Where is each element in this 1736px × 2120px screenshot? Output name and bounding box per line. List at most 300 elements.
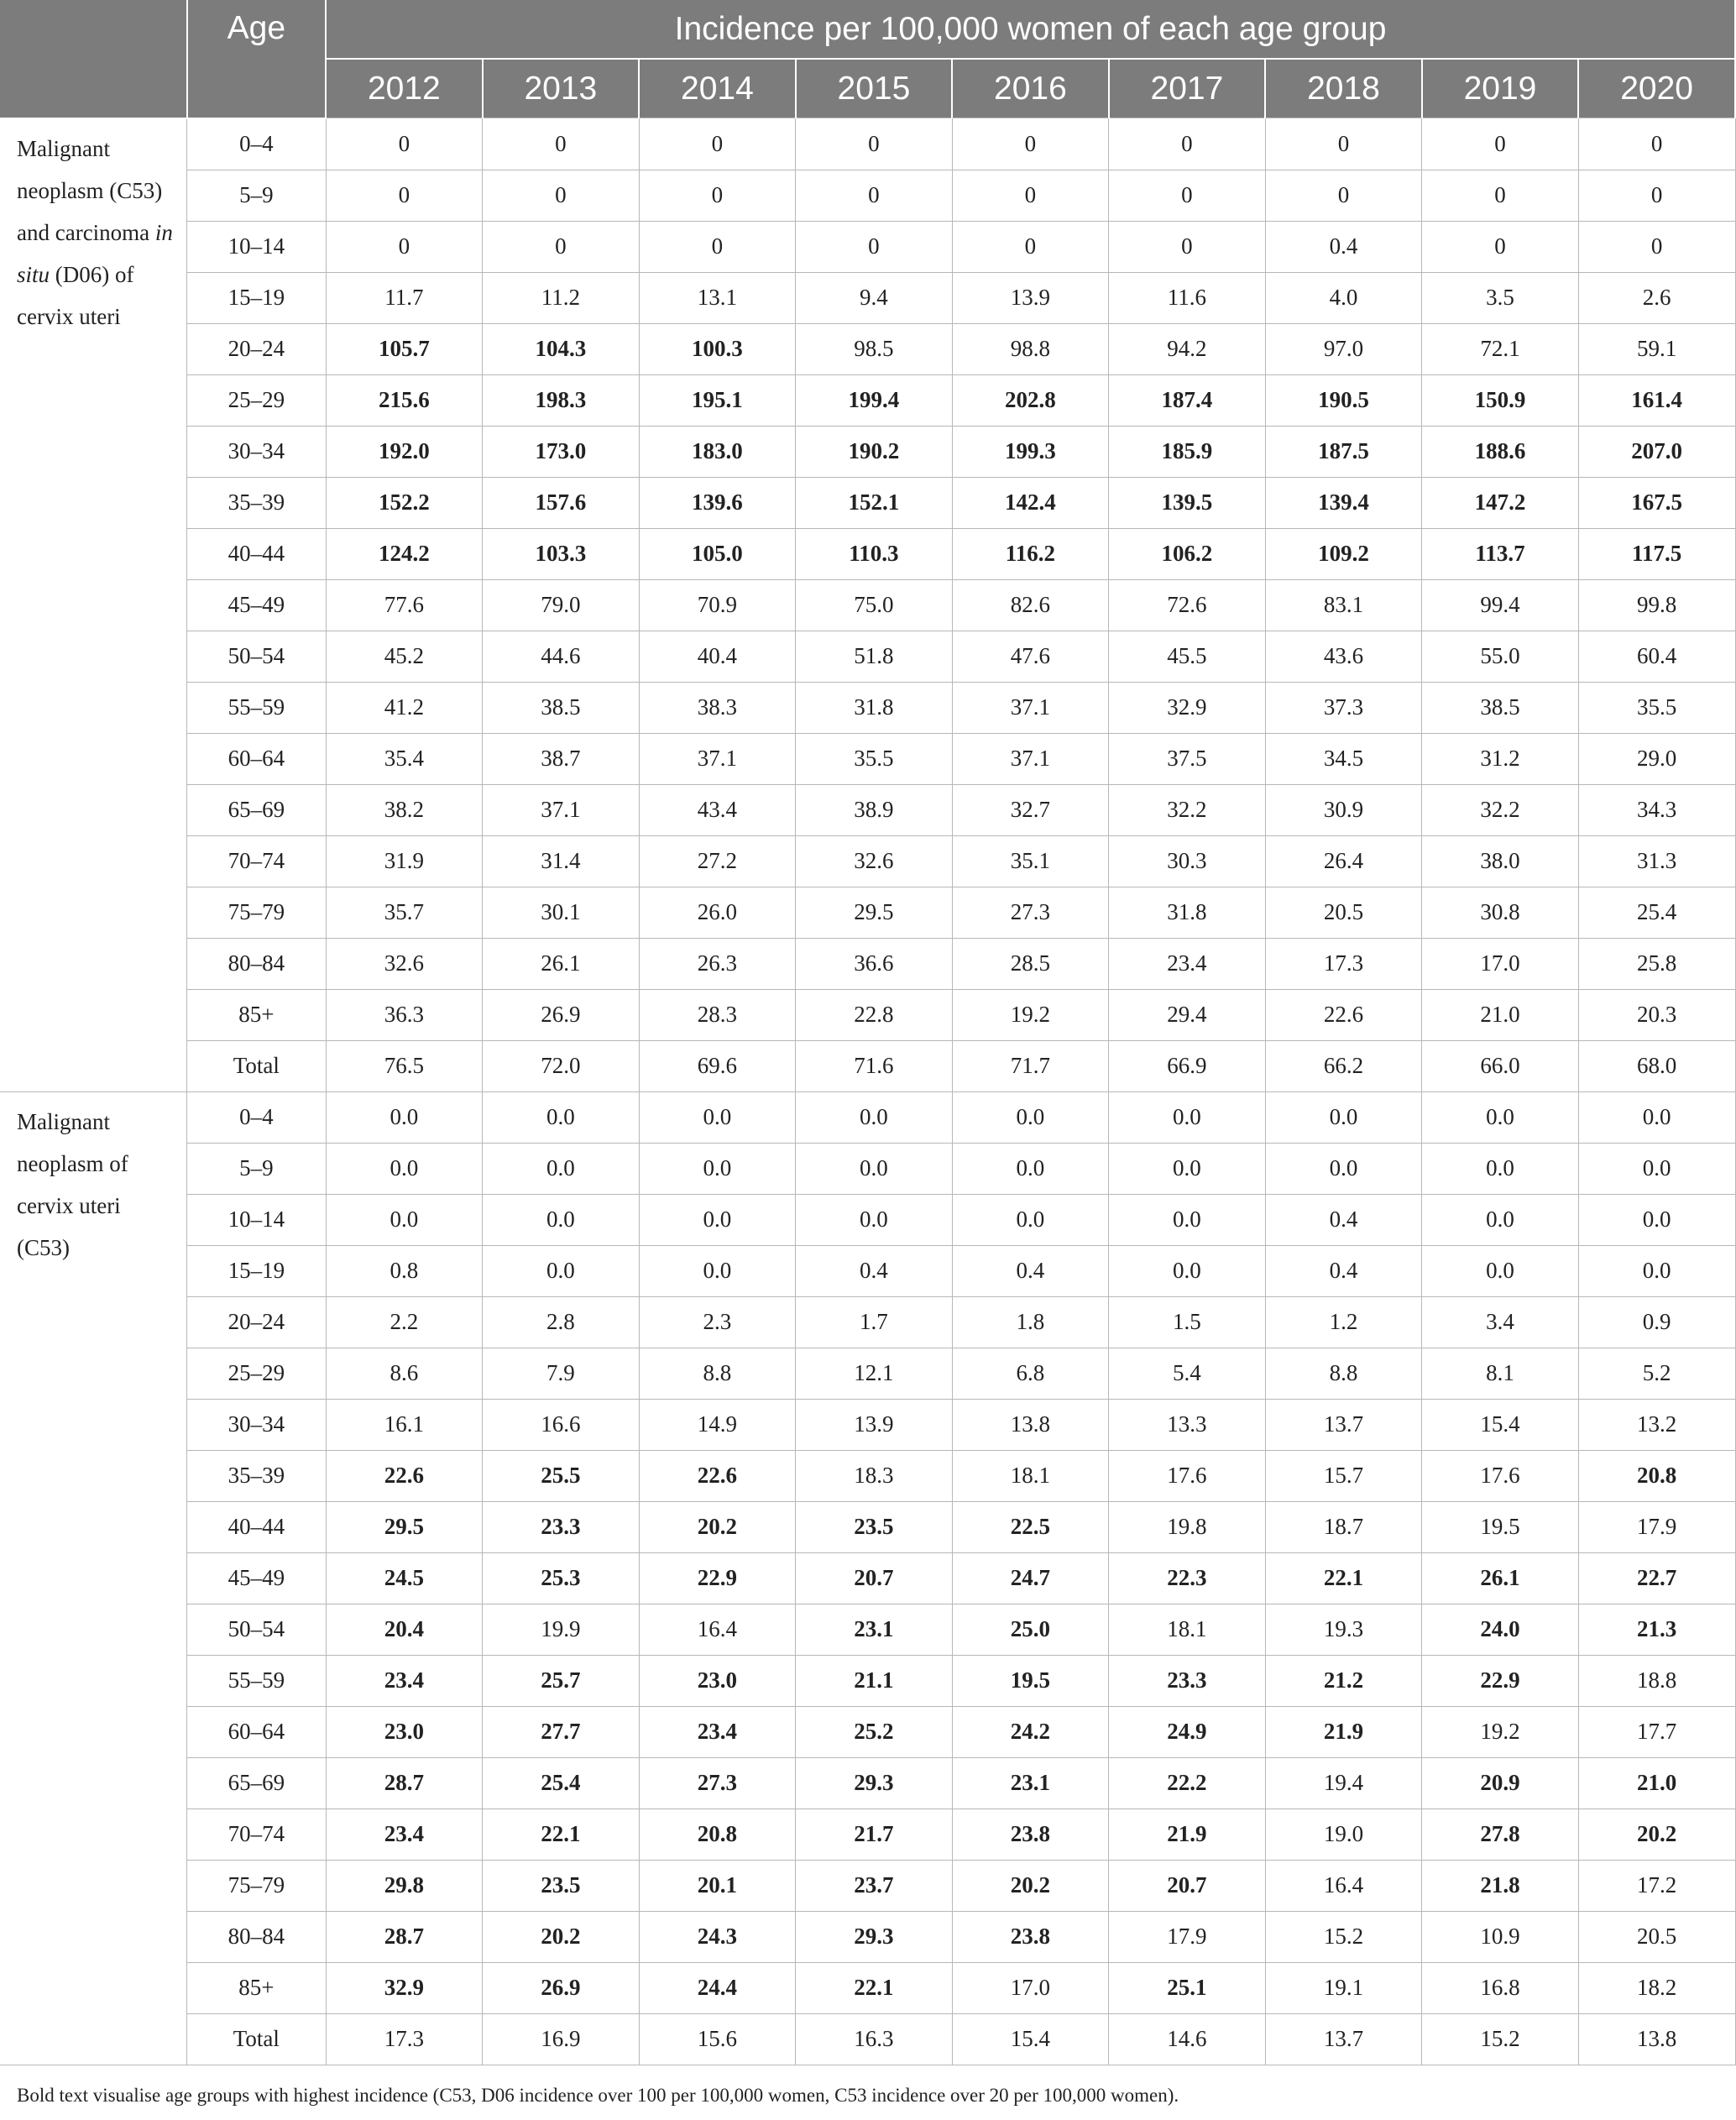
value-cell: 0 — [796, 221, 953, 272]
value-cell: 20.2 — [952, 1860, 1109, 1911]
table-row — [0, 1655, 1735, 1706]
value-cell: 68.0 — [1578, 1040, 1735, 1091]
value-cell: 19.4 — [1265, 1757, 1422, 1809]
value-cell: 38.2 — [326, 784, 483, 835]
value-cell: 28.7 — [326, 1757, 483, 1809]
value-cell: 28.7 — [326, 1911, 483, 1962]
value-cell: 22.1 — [483, 1809, 640, 1860]
value-cell: 183.0 — [639, 426, 796, 477]
table-row — [0, 374, 1735, 426]
value-cell: 31.9 — [326, 835, 483, 887]
age-cell: 25–29 — [187, 1348, 326, 1399]
value-cell: 2.6 — [1578, 272, 1735, 323]
value-cell: 72.6 — [1109, 579, 1266, 631]
value-cell: 105.7 — [326, 323, 483, 374]
value-cell: 16.6 — [483, 1399, 640, 1450]
value-cell: 44.6 — [483, 631, 640, 682]
value-cell: 0 — [1109, 170, 1266, 221]
value-cell: 27.7 — [483, 1706, 640, 1757]
value-cell: 13.7 — [1265, 2013, 1422, 2065]
value-cell: 19.2 — [952, 989, 1109, 1040]
value-cell: 199.3 — [952, 426, 1109, 477]
value-cell: 22.9 — [639, 1552, 796, 1604]
value-cell: 66.9 — [1109, 1040, 1266, 1091]
value-cell: 17.9 — [1109, 1911, 1266, 1962]
value-cell: 32.9 — [1109, 682, 1266, 733]
value-cell: 35.5 — [1578, 682, 1735, 733]
value-cell: 104.3 — [483, 323, 640, 374]
value-cell: 18.7 — [1265, 1501, 1422, 1552]
value-cell: 19.8 — [1109, 1501, 1266, 1552]
age-cell: 35–39 — [187, 477, 326, 528]
value-cell: 11.7 — [326, 272, 483, 323]
value-cell: 22.9 — [1422, 1655, 1579, 1706]
value-cell: 43.6 — [1265, 631, 1422, 682]
value-cell: 21.1 — [796, 1655, 953, 1706]
age-cell: 5–9 — [187, 1143, 326, 1194]
table-row — [0, 1860, 1735, 1911]
value-cell: 31.4 — [483, 835, 640, 887]
value-cell: 0 — [1578, 170, 1735, 221]
age-cell: 25–29 — [187, 374, 326, 426]
value-cell: 0.0 — [1422, 1091, 1579, 1143]
incidence-span-header: Incidence per 100,000 women of each age group — [326, 0, 1735, 59]
value-cell: 45.5 — [1109, 631, 1266, 682]
value-cell: 2.3 — [639, 1296, 796, 1348]
value-cell: 0.0 — [483, 1245, 640, 1296]
age-cell: 65–69 — [187, 784, 326, 835]
value-cell: 0 — [952, 221, 1109, 272]
value-cell: 99.4 — [1422, 579, 1579, 631]
year-header-2016: 2016 — [952, 59, 1109, 118]
table-row — [0, 579, 1735, 631]
value-cell: 20.2 — [639, 1501, 796, 1552]
value-cell: 0.0 — [1578, 1091, 1735, 1143]
value-cell: 0.0 — [639, 1091, 796, 1143]
value-cell: 173.0 — [483, 426, 640, 477]
value-cell: 30.8 — [1422, 887, 1579, 938]
value-cell: 24.7 — [952, 1552, 1109, 1604]
value-cell: 24.5 — [326, 1552, 483, 1604]
value-cell: 41.2 — [326, 682, 483, 733]
table-row — [0, 1245, 1735, 1296]
table-row — [0, 1757, 1735, 1809]
value-cell: 23.4 — [639, 1706, 796, 1757]
value-cell: 23.4 — [1109, 938, 1266, 989]
value-cell: 20.7 — [796, 1552, 953, 1604]
age-cell: Total — [187, 2013, 326, 2065]
value-cell: 34.3 — [1578, 784, 1735, 835]
value-cell: 0 — [639, 170, 796, 221]
value-cell: 23.3 — [1109, 1655, 1266, 1706]
value-cell: 36.3 — [326, 989, 483, 1040]
value-cell: 29.0 — [1578, 733, 1735, 784]
value-cell: 24.2 — [952, 1706, 1109, 1757]
value-cell: 15.4 — [952, 2013, 1109, 2065]
value-cell: 22.6 — [326, 1450, 483, 1501]
value-cell: 23.5 — [483, 1860, 640, 1911]
header-corner-cell — [0, 0, 187, 118]
value-cell: 0.0 — [1109, 1143, 1266, 1194]
value-cell: 97.0 — [1265, 323, 1422, 374]
value-cell: 24.4 — [639, 1962, 796, 2013]
value-cell: 2.8 — [483, 1296, 640, 1348]
value-cell: 26.0 — [639, 887, 796, 938]
group-label — [0, 1091, 187, 2065]
value-cell: 139.5 — [1109, 477, 1266, 528]
age-cell: 50–54 — [187, 631, 326, 682]
value-cell: 16.4 — [1265, 1860, 1422, 1911]
value-cell: 83.1 — [1265, 579, 1422, 631]
value-cell: 17.9 — [1578, 1501, 1735, 1552]
value-cell: 22.6 — [639, 1450, 796, 1501]
table-row — [0, 1399, 1735, 1450]
value-cell: 8.6 — [326, 1348, 483, 1399]
value-cell: 23.8 — [952, 1911, 1109, 1962]
value-cell: 185.9 — [1109, 426, 1266, 477]
group-label — [0, 118, 187, 1092]
value-cell: 113.7 — [1422, 528, 1579, 579]
value-cell: 38.9 — [796, 784, 953, 835]
value-cell: 40.4 — [639, 631, 796, 682]
table-row — [0, 221, 1735, 272]
value-cell: 29.8 — [326, 1860, 483, 1911]
value-cell: 20.5 — [1578, 1911, 1735, 1962]
value-cell: 0 — [483, 170, 640, 221]
value-cell: 17.6 — [1422, 1450, 1579, 1501]
value-cell: 116.2 — [952, 528, 1109, 579]
value-cell: 17.2 — [1578, 1860, 1735, 1911]
table-row — [0, 733, 1735, 784]
value-cell: 31.2 — [1422, 733, 1579, 784]
value-cell: 37.1 — [952, 733, 1109, 784]
age-cell: 0–4 — [187, 118, 326, 170]
age-cell: 60–64 — [187, 733, 326, 784]
value-cell: 35.1 — [952, 835, 1109, 887]
value-cell: 5.2 — [1578, 1348, 1735, 1399]
age-cell: 55–59 — [187, 682, 326, 733]
age-cell: 65–69 — [187, 1757, 326, 1809]
value-cell: 38.0 — [1422, 835, 1579, 887]
value-cell: 22.8 — [796, 989, 953, 1040]
value-cell: 32.6 — [326, 938, 483, 989]
value-cell: 0 — [1109, 118, 1266, 170]
value-cell: 13.8 — [952, 1399, 1109, 1450]
table-row — [0, 170, 1735, 221]
value-cell: 23.0 — [639, 1655, 796, 1706]
value-cell: 0 — [326, 221, 483, 272]
value-cell: 0.0 — [796, 1143, 953, 1194]
value-cell: 28.5 — [952, 938, 1109, 989]
value-cell: 25.7 — [483, 1655, 640, 1706]
value-cell: 25.0 — [952, 1604, 1109, 1655]
year-header-2015: 2015 — [796, 59, 953, 118]
value-cell: 75.0 — [796, 579, 953, 631]
value-cell: 1.8 — [952, 1296, 1109, 1348]
value-cell: 18.8 — [1578, 1655, 1735, 1706]
value-cell: 0.0 — [1265, 1143, 1422, 1194]
value-cell: 0.0 — [1422, 1194, 1579, 1245]
value-cell: 167.5 — [1578, 477, 1735, 528]
value-cell: 23.1 — [796, 1604, 953, 1655]
value-cell: 18.3 — [796, 1450, 953, 1501]
value-cell: 13.3 — [1109, 1399, 1266, 1450]
value-cell: 8.1 — [1422, 1348, 1579, 1399]
value-cell: 11.6 — [1109, 272, 1266, 323]
age-cell: 45–49 — [187, 579, 326, 631]
table-row — [0, 323, 1735, 374]
value-cell: 0 — [1578, 221, 1735, 272]
value-cell: 0.0 — [1109, 1245, 1266, 1296]
value-cell: 27.2 — [639, 835, 796, 887]
value-cell: 17.6 — [1109, 1450, 1266, 1501]
value-cell: 21.0 — [1422, 989, 1579, 1040]
value-cell: 17.3 — [1265, 938, 1422, 989]
value-cell: 0 — [1578, 118, 1735, 170]
age-cell: 50–54 — [187, 1604, 326, 1655]
value-cell: 37.1 — [952, 682, 1109, 733]
value-cell: 202.8 — [952, 374, 1109, 426]
value-cell: 0.0 — [1422, 1245, 1579, 1296]
table-row — [0, 1809, 1735, 1860]
age-cell: 70–74 — [187, 835, 326, 887]
value-cell: 35.7 — [326, 887, 483, 938]
value-cell: 0.0 — [1109, 1194, 1266, 1245]
value-cell: 0.0 — [1578, 1245, 1735, 1296]
value-cell: 29.5 — [326, 1501, 483, 1552]
value-cell: 0.0 — [1578, 1143, 1735, 1194]
value-cell: 21.0 — [1578, 1757, 1735, 1809]
value-cell: 187.5 — [1265, 426, 1422, 477]
value-cell: 26.9 — [483, 1962, 640, 2013]
value-cell: 98.8 — [952, 323, 1109, 374]
value-cell: 0 — [483, 221, 640, 272]
value-cell: 22.7 — [1578, 1552, 1735, 1604]
value-cell: 139.6 — [639, 477, 796, 528]
value-cell: 0 — [326, 170, 483, 221]
value-cell: 14.9 — [639, 1399, 796, 1450]
age-cell: 35–39 — [187, 1450, 326, 1501]
value-cell: 0.0 — [1578, 1194, 1735, 1245]
value-cell: 98.5 — [796, 323, 953, 374]
value-cell: 0.4 — [1265, 1245, 1422, 1296]
value-cell: 0.4 — [952, 1245, 1109, 1296]
value-cell: 18.2 — [1578, 1962, 1735, 2013]
age-cell: 40–44 — [187, 528, 326, 579]
value-cell: 152.1 — [796, 477, 953, 528]
year-header-2018: 2018 — [1265, 59, 1422, 118]
value-cell: 35.5 — [796, 733, 953, 784]
value-cell: 23.4 — [326, 1655, 483, 1706]
value-cell: 19.5 — [952, 1655, 1109, 1706]
value-cell: 8.8 — [1265, 1348, 1422, 1399]
value-cell: 12.1 — [796, 1348, 953, 1399]
year-header-2019: 2019 — [1422, 59, 1579, 118]
value-cell: 0 — [1265, 118, 1422, 170]
value-cell: 59.1 — [1578, 323, 1735, 374]
group-label-part: Malignant neoplasm (C53) and carcinoma — [17, 135, 163, 245]
value-cell: 0.0 — [483, 1194, 640, 1245]
value-cell: 0.0 — [326, 1143, 483, 1194]
table-row — [0, 1604, 1735, 1655]
value-cell: 10.9 — [1422, 1911, 1579, 1962]
value-cell: 161.4 — [1578, 374, 1735, 426]
value-cell: 106.2 — [1109, 528, 1266, 579]
value-cell: 8.8 — [639, 1348, 796, 1399]
value-cell: 19.5 — [1422, 1501, 1579, 1552]
value-cell: 1.2 — [1265, 1296, 1422, 1348]
value-cell: 0.0 — [639, 1194, 796, 1245]
value-cell: 24.3 — [639, 1911, 796, 1962]
value-cell: 117.5 — [1578, 528, 1735, 579]
value-cell: 21.2 — [1265, 1655, 1422, 1706]
value-cell: 19.3 — [1265, 1604, 1422, 1655]
value-cell: 32.9 — [326, 1962, 483, 2013]
value-cell: 37.1 — [639, 733, 796, 784]
table-row — [0, 2013, 1735, 2065]
table-row — [0, 1143, 1735, 1194]
table-row — [0, 528, 1735, 579]
value-cell: 27.8 — [1422, 1809, 1579, 1860]
value-cell: 79.0 — [483, 579, 640, 631]
value-cell: 2.2 — [326, 1296, 483, 1348]
value-cell: 66.0 — [1422, 1040, 1579, 1091]
table-row — [0, 272, 1735, 323]
table-row — [0, 1911, 1735, 1962]
value-cell: 195.1 — [639, 374, 796, 426]
value-cell: 30.1 — [483, 887, 640, 938]
value-cell: 13.9 — [796, 1399, 953, 1450]
value-cell: 0.4 — [796, 1245, 953, 1296]
table-row — [0, 1091, 1735, 1143]
table-body — [0, 118, 1735, 2065]
value-cell: 60.4 — [1578, 631, 1735, 682]
value-cell: 20.7 — [1109, 1860, 1266, 1911]
value-cell: 0 — [639, 221, 796, 272]
value-cell: 26.4 — [1265, 835, 1422, 887]
value-cell: 6.8 — [952, 1348, 1109, 1399]
value-cell: 0 — [639, 118, 796, 170]
value-cell: 19.0 — [1265, 1809, 1422, 1860]
value-cell: 37.3 — [1265, 682, 1422, 733]
value-cell: 21.7 — [796, 1809, 953, 1860]
value-cell: 11.2 — [483, 272, 640, 323]
value-cell: 32.7 — [952, 784, 1109, 835]
value-cell: 13.2 — [1578, 1399, 1735, 1450]
value-cell: 0.0 — [952, 1194, 1109, 1245]
age-cell: 30–34 — [187, 1399, 326, 1450]
value-cell: 0.0 — [952, 1091, 1109, 1143]
value-cell: 15.2 — [1265, 1911, 1422, 1962]
value-cell: 29.3 — [796, 1911, 953, 1962]
table-header — [0, 0, 1735, 118]
value-cell: 94.2 — [1109, 323, 1266, 374]
table-footnote: Bold text visualise age groups with highest incidence (C53, D06 incidence over 100 per 100,000 women, C53 incidence over 20 per 100,000 women). — [17, 2085, 1179, 2106]
value-cell: 26.1 — [1422, 1552, 1579, 1604]
age-cell: 85+ — [187, 1962, 326, 2013]
value-cell: 15.6 — [639, 2013, 796, 2065]
age-cell: 70–74 — [187, 1809, 326, 1860]
value-cell: 20.2 — [1578, 1809, 1735, 1860]
value-cell: 32.2 — [1422, 784, 1579, 835]
value-cell: 15.4 — [1422, 1399, 1579, 1450]
value-cell: 38.7 — [483, 733, 640, 784]
value-cell: 13.8 — [1578, 2013, 1735, 2065]
value-cell: 29.3 — [796, 1757, 953, 1809]
value-cell: 0.0 — [1109, 1091, 1266, 1143]
value-cell: 0 — [1265, 170, 1422, 221]
value-cell: 38.3 — [639, 682, 796, 733]
table-row — [0, 1962, 1735, 2013]
value-cell: 139.4 — [1265, 477, 1422, 528]
value-cell: 20.2 — [483, 1911, 640, 1962]
value-cell: 30.9 — [1265, 784, 1422, 835]
value-cell: 0.0 — [1265, 1091, 1422, 1143]
value-cell: 18.1 — [1109, 1604, 1266, 1655]
value-cell: 0 — [1109, 221, 1266, 272]
age-cell: 30–34 — [187, 426, 326, 477]
value-cell: 199.4 — [796, 374, 953, 426]
value-cell: 0.0 — [483, 1143, 640, 1194]
value-cell: 20.3 — [1578, 989, 1735, 1040]
value-cell: 105.0 — [639, 528, 796, 579]
value-cell: 27.3 — [639, 1757, 796, 1809]
value-cell: 23.0 — [326, 1706, 483, 1757]
value-cell: 22.2 — [1109, 1757, 1266, 1809]
value-cell: 17.0 — [952, 1962, 1109, 2013]
value-cell: 0 — [326, 118, 483, 170]
value-cell: 82.6 — [952, 579, 1109, 631]
value-cell: 15.2 — [1422, 2013, 1579, 2065]
value-cell: 3.5 — [1422, 272, 1579, 323]
value-cell: 25.3 — [483, 1552, 640, 1604]
value-cell: 110.3 — [796, 528, 953, 579]
value-cell: 23.5 — [796, 1501, 953, 1552]
table-row — [0, 477, 1735, 528]
age-cell: 15–19 — [187, 272, 326, 323]
value-cell: 29.5 — [796, 887, 953, 938]
value-cell: 28.3 — [639, 989, 796, 1040]
value-cell: 99.8 — [1578, 579, 1735, 631]
value-cell: 16.1 — [326, 1399, 483, 1450]
value-cell: 38.5 — [1422, 682, 1579, 733]
value-cell: 0 — [796, 170, 953, 221]
value-cell: 14.6 — [1109, 2013, 1266, 2065]
table-row — [0, 682, 1735, 733]
age-cell: 55–59 — [187, 1655, 326, 1706]
table-row — [0, 631, 1735, 682]
table-row — [0, 835, 1735, 887]
value-cell: 21.9 — [1265, 1706, 1422, 1757]
value-cell: 34.5 — [1265, 733, 1422, 784]
value-cell: 0.0 — [796, 1091, 953, 1143]
value-cell: 22.1 — [1265, 1552, 1422, 1604]
table-row — [0, 1296, 1735, 1348]
value-cell: 0.9 — [1578, 1296, 1735, 1348]
value-cell: 20.8 — [639, 1809, 796, 1860]
value-cell: 25.4 — [483, 1757, 640, 1809]
table-row — [0, 784, 1735, 835]
value-cell: 31.8 — [796, 682, 953, 733]
age-cell: 20–24 — [187, 1296, 326, 1348]
value-cell: 26.1 — [483, 938, 640, 989]
value-cell: 17.7 — [1578, 1706, 1735, 1757]
value-cell: 192.0 — [326, 426, 483, 477]
age-cell: 10–14 — [187, 221, 326, 272]
value-cell: 0 — [952, 118, 1109, 170]
group-label-part: Malignant neoplasm of cervix uteri (C53) — [17, 1108, 128, 1260]
value-cell: 198.3 — [483, 374, 640, 426]
